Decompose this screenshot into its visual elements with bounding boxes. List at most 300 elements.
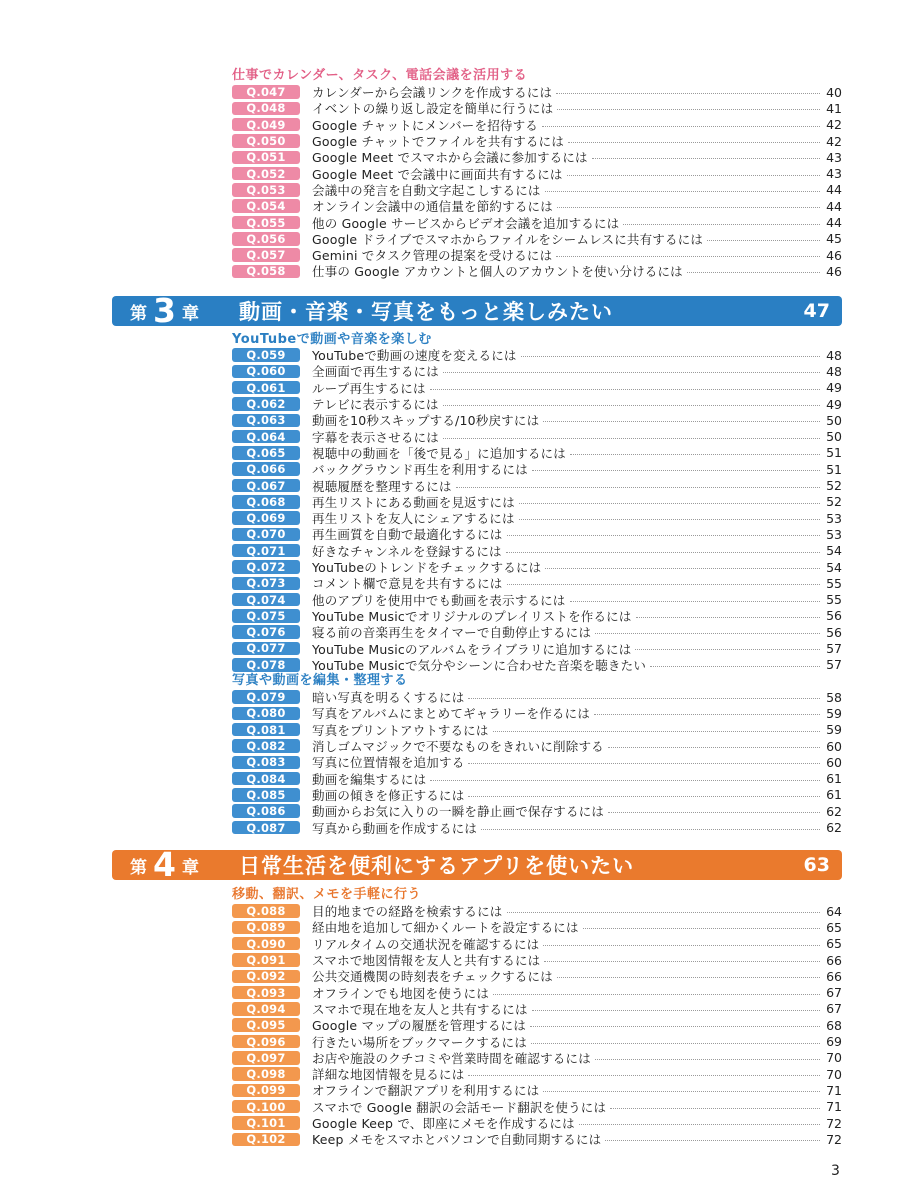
leader-dots xyxy=(544,954,820,962)
chapter-4-banner xyxy=(112,845,842,884)
question-number-badge: Q.079 xyxy=(232,690,300,704)
leader-dots xyxy=(605,1133,820,1141)
entry-title: Google マップの履歴を管理するには xyxy=(312,1018,527,1034)
question-number-badge: Q.057 xyxy=(232,248,300,262)
entry-page-number: 67 xyxy=(826,1001,842,1017)
entry-title: Google Keep で、即座にメモを作成するには xyxy=(312,1116,575,1132)
entry-title: オフラインでも地図を使うには xyxy=(312,985,490,1001)
chapter-3-banner xyxy=(112,291,842,330)
entry-page-number: 56 xyxy=(826,624,842,640)
entry-page-number: 70 xyxy=(826,1066,842,1082)
section-title-photos: 写真や動画を編集・整理する xyxy=(232,673,408,688)
toc-entry[interactable] xyxy=(232,591,842,607)
leader-dots xyxy=(507,577,820,585)
toc-list-meetings xyxy=(232,84,842,280)
leader-dots xyxy=(557,102,820,110)
entry-page-number: 56 xyxy=(826,608,842,624)
chapter-page: 47 xyxy=(803,300,830,322)
toc-entry[interactable] xyxy=(232,936,842,952)
entry-title: 仕事の Google アカウントと個人のアカウントを使い分けるには xyxy=(312,264,683,280)
toc-entry[interactable] xyxy=(232,263,842,279)
entry-title: スマホで Google 翻訳の会話モード翻訳を使うには xyxy=(312,1099,607,1115)
leader-dots xyxy=(567,168,820,176)
entry-page-number: 42 xyxy=(826,117,842,133)
leader-dots xyxy=(545,561,820,569)
entry-page-number: 49 xyxy=(826,380,842,396)
leader-dots xyxy=(610,1101,820,1109)
leader-dots xyxy=(594,707,820,715)
question-number-badge: Q.055 xyxy=(232,216,300,230)
question-number-badge: Q.100 xyxy=(232,1100,300,1114)
question-number-badge: Q.063 xyxy=(232,414,300,428)
toc-entry[interactable] xyxy=(232,84,842,100)
toc-entry[interactable] xyxy=(232,968,842,984)
entry-title: コメント欄で意見を共有するには xyxy=(312,576,503,592)
section-title-travel: 移動、翻訳、メモを手軽に行う xyxy=(232,887,422,902)
entry-title: イベントの繰り返し設定を簡単に行うには xyxy=(312,101,554,117)
toc-entry[interactable] xyxy=(232,608,842,624)
toc-entry[interactable] xyxy=(232,640,842,656)
question-number-badge: Q.070 xyxy=(232,528,300,542)
toc-entry[interactable] xyxy=(232,231,842,247)
entry-page-number: 62 xyxy=(826,803,842,819)
question-number-badge: Q.089 xyxy=(232,921,300,935)
question-number-badge: Q.080 xyxy=(232,707,300,721)
leader-dots xyxy=(519,512,820,520)
toc-entry[interactable] xyxy=(232,738,842,754)
question-number-badge: Q.082 xyxy=(232,739,300,753)
leader-dots xyxy=(430,382,820,390)
leader-dots xyxy=(521,349,820,357)
toc-entry[interactable] xyxy=(232,1050,842,1066)
question-number-badge: Q.091 xyxy=(232,953,300,967)
toc-entry[interactable] xyxy=(232,657,842,673)
toc-entry[interactable] xyxy=(232,428,842,444)
entry-title: カレンダーから会議リンクを作成するには xyxy=(312,85,553,101)
entry-page-number: 44 xyxy=(826,198,842,214)
entry-title: 動画を編集するには xyxy=(312,771,427,787)
question-number-badge: Q.067 xyxy=(232,479,300,493)
leader-dots xyxy=(443,431,820,439)
question-number-badge: Q.064 xyxy=(232,430,300,444)
toc-entry[interactable] xyxy=(232,380,842,396)
entry-title: YouTube Musicでオリジナルのプレイリストを作るには xyxy=(312,608,632,624)
question-number-badge: Q.085 xyxy=(232,788,300,802)
entry-title: 動画を10秒スキップする/10秒戻すには xyxy=(312,413,540,429)
toc-entry[interactable] xyxy=(232,182,842,198)
entry-page-number: 72 xyxy=(826,1131,842,1147)
leader-dots xyxy=(468,691,820,699)
leader-dots xyxy=(556,249,820,257)
leader-dots xyxy=(635,642,820,650)
leader-dots xyxy=(557,970,820,978)
entry-page-number: 53 xyxy=(826,510,842,526)
chapter-number: 3 xyxy=(153,291,176,330)
chapter-title: 動画・音楽・写真をもっと楽しみたい xyxy=(238,300,613,324)
entry-title: リアルタイムの交通状況を確認するには xyxy=(312,936,540,952)
entry-page-number: 71 xyxy=(826,1082,842,1098)
toc-entry[interactable] xyxy=(232,1017,842,1033)
leader-dots xyxy=(468,1068,820,1076)
toc-entry[interactable] xyxy=(232,770,842,786)
question-number-badge: Q.075 xyxy=(232,609,300,623)
entry-page-number: 46 xyxy=(826,263,842,279)
entry-title: 写真から動画を作成するには xyxy=(312,820,478,836)
entry-page-number: 43 xyxy=(826,166,842,182)
toc-entry[interactable] xyxy=(232,412,842,428)
toc-entry[interactable] xyxy=(232,1082,842,1098)
entry-page-number: 65 xyxy=(826,919,842,935)
entry-title: 他のアプリを使用中でも動画を表示するには xyxy=(312,592,566,608)
question-number-badge: Q.065 xyxy=(232,446,300,460)
leader-dots xyxy=(468,789,820,797)
entry-title: 動画の傾きを修正するには xyxy=(312,787,465,803)
entry-page-number: 65 xyxy=(826,936,842,952)
entry-title: Gemini でタスク管理の提案を受けるには xyxy=(312,248,553,264)
toc-entry[interactable] xyxy=(232,543,842,559)
entry-title: 詳細な地図情報を見るには xyxy=(312,1067,465,1083)
question-number-badge: Q.078 xyxy=(232,658,300,672)
toc-entry[interactable] xyxy=(232,1099,842,1115)
entry-title: YouTube Musicのアルバムをライブラリに追加するには xyxy=(312,641,632,657)
question-number-badge: Q.069 xyxy=(232,511,300,525)
toc-entry[interactable] xyxy=(232,952,842,968)
toc-entry[interactable] xyxy=(232,689,842,705)
entry-page-number: 60 xyxy=(826,738,842,754)
toc-entry[interactable] xyxy=(232,198,842,214)
toc-entry[interactable] xyxy=(232,705,842,721)
toc-entry[interactable] xyxy=(232,1066,842,1082)
leader-dots xyxy=(579,1117,820,1125)
question-number-badge: Q.051 xyxy=(232,151,300,165)
section-title-youtube: YouTubeで動画や音楽を楽しむ xyxy=(232,332,432,347)
question-number-badge: Q.090 xyxy=(232,937,300,951)
question-number-badge: Q.094 xyxy=(232,1002,300,1016)
toc-entry[interactable] xyxy=(232,624,842,640)
leader-dots xyxy=(519,496,820,504)
leader-dots xyxy=(687,265,820,273)
leader-dots xyxy=(493,724,820,732)
toc-entry[interactable] xyxy=(232,526,842,542)
question-number-badge: Q.087 xyxy=(232,821,300,835)
entry-page-number: 52 xyxy=(826,478,842,494)
toc-entry[interactable] xyxy=(232,363,842,379)
entry-title: お店や施設のクチコミや営業時間を確認するには xyxy=(312,1050,591,1066)
leader-dots xyxy=(443,365,820,373)
leader-dots xyxy=(650,659,820,667)
entry-title: 公共交通機関の時刻表をチェックするには xyxy=(312,969,553,985)
question-number-badge: Q.086 xyxy=(232,804,300,818)
leader-dots xyxy=(532,1003,820,1011)
toc-list-photos xyxy=(232,689,842,836)
entry-title: YouTube Musicで気分やシーンに合わせた音楽を聴きたい xyxy=(312,657,647,673)
chapter-number: 4 xyxy=(153,845,176,884)
entry-title: Google チャットでファイルを共有するには xyxy=(312,134,565,150)
question-number-badge: Q.088 xyxy=(232,904,300,918)
entry-page-number: 59 xyxy=(826,722,842,738)
leader-dots xyxy=(507,528,820,536)
question-number-badge: Q.097 xyxy=(232,1051,300,1065)
entry-title: 消しゴムマジックで不要なものをきれいに削除する xyxy=(312,739,604,755)
entry-page-number: 69 xyxy=(826,1034,842,1050)
toc-entry[interactable] xyxy=(232,1131,842,1147)
chapter-suffix: 章 xyxy=(181,303,199,324)
entry-title: 再生リストを友人にシェアするには xyxy=(312,511,515,527)
toc-entry[interactable] xyxy=(232,722,842,738)
entry-title: Google チャットにメンバーを招待する xyxy=(312,117,539,133)
entry-title: スマホで地図情報を友人と共有するには xyxy=(312,953,541,969)
toc-entry[interactable] xyxy=(232,347,842,363)
question-number-badge: Q.066 xyxy=(232,462,300,476)
leader-dots xyxy=(595,626,820,634)
toc-entry[interactable] xyxy=(232,803,842,819)
question-number-badge: Q.074 xyxy=(232,593,300,607)
leader-dots xyxy=(468,756,820,764)
entry-title: オンライン会議中の通信量を節約するには xyxy=(312,199,553,215)
chapter-label: 第 xyxy=(130,857,147,878)
toc-entry[interactable] xyxy=(232,477,842,493)
toc-entry[interactable] xyxy=(232,100,842,116)
leader-dots xyxy=(570,594,820,602)
toc-entry[interactable] xyxy=(232,494,842,510)
entry-page-number: 49 xyxy=(826,396,842,412)
entry-page-number: 40 xyxy=(826,84,842,100)
toc-entry[interactable] xyxy=(232,1001,842,1017)
leader-dots xyxy=(532,463,820,471)
question-number-badge: Q.084 xyxy=(232,772,300,786)
question-number-badge: Q.071 xyxy=(232,544,300,558)
entry-page-number: 55 xyxy=(826,592,842,608)
question-number-badge: Q.052 xyxy=(232,167,300,181)
section-title-meetings: 仕事でカレンダー、タスク、電話会議を活用する xyxy=(232,68,528,83)
chapter-label: 第 xyxy=(130,303,147,324)
entry-page-number: 66 xyxy=(826,952,842,968)
question-number-badge: Q.059 xyxy=(232,348,300,362)
entry-page-number: 48 xyxy=(826,347,842,363)
entry-page-number: 44 xyxy=(826,182,842,198)
toc-entry[interactable] xyxy=(232,919,842,935)
entry-title: 暗い写真を明るくするには xyxy=(312,690,465,706)
entry-page-number: 55 xyxy=(826,575,842,591)
toc-entry[interactable] xyxy=(232,445,842,461)
leader-dots xyxy=(608,740,820,748)
entry-page-number: 51 xyxy=(826,461,842,477)
question-number-badge: Q.050 xyxy=(232,134,300,148)
toc-entry[interactable] xyxy=(232,754,842,770)
entry-page-number: 62 xyxy=(826,820,842,836)
question-number-badge: Q.061 xyxy=(232,381,300,395)
question-number-badge: Q.062 xyxy=(232,397,300,411)
leader-dots xyxy=(531,1036,820,1044)
question-number-badge: Q.068 xyxy=(232,495,300,509)
question-number-badge: Q.077 xyxy=(232,642,300,656)
entry-page-number: 54 xyxy=(826,559,842,575)
entry-page-number: 68 xyxy=(826,1017,842,1033)
entry-title: ループ再生するには xyxy=(312,380,426,396)
entry-page-number: 50 xyxy=(826,412,842,428)
entry-title: 行きたい場所をブックマークするには xyxy=(312,1034,528,1050)
toc-entry[interactable] xyxy=(232,787,842,803)
entry-page-number: 59 xyxy=(826,705,842,721)
entry-title: テレビに表示するには xyxy=(312,397,439,413)
entry-title: 動画からお気に入りの一瞬を静止画で保存するには xyxy=(312,804,605,820)
leader-dots xyxy=(545,184,820,192)
leader-dots xyxy=(707,233,820,241)
entry-title: 再生リストにある動画を見返すには xyxy=(312,494,515,510)
entry-page-number: 44 xyxy=(826,215,842,231)
entry-page-number: 43 xyxy=(826,149,842,165)
question-number-badge: Q.058 xyxy=(232,265,300,279)
question-number-badge: Q.098 xyxy=(232,1067,300,1081)
entry-title: 寝る前の音楽再生をタイマーで自動停止するには xyxy=(312,625,592,641)
entry-title: 全画面で再生するには xyxy=(312,364,440,380)
question-number-badge: Q.101 xyxy=(232,1116,300,1130)
leader-dots xyxy=(507,905,820,913)
leader-dots xyxy=(456,480,820,488)
toc-entry[interactable] xyxy=(232,510,842,526)
question-number-badge: Q.056 xyxy=(232,232,300,246)
entry-page-number: 57 xyxy=(826,640,842,656)
entry-page-number: 60 xyxy=(826,754,842,770)
toc-entry[interactable] xyxy=(232,1115,842,1131)
entry-title: YouTubeのトレンドをチェックするには xyxy=(312,560,542,576)
question-number-badge: Q.060 xyxy=(232,365,300,379)
toc-entry[interactable] xyxy=(232,559,842,575)
entry-page-number: 67 xyxy=(826,985,842,1001)
entry-title: オフラインで翻訳アプリを利用するには xyxy=(312,1083,540,1099)
toc-list-travel xyxy=(232,903,842,1147)
toc-entry[interactable] xyxy=(232,117,842,133)
question-number-badge: Q.095 xyxy=(232,1018,300,1032)
leader-dots xyxy=(506,545,820,553)
entry-title: Keep メモをスマホとパソコンで自動同期するには xyxy=(312,1132,602,1148)
chapter-title: 日常生活を便利にするアプリを使いたい xyxy=(238,854,635,878)
entry-title: 再生画質を自動で最適化するには xyxy=(312,527,503,543)
entry-page-number: 42 xyxy=(826,133,842,149)
entry-title: 目的地までの経路を検索するには xyxy=(312,904,503,920)
entry-page-number: 66 xyxy=(826,968,842,984)
entry-page-number: 52 xyxy=(826,494,842,510)
entry-title: Google ドライブでスマホからファイルをシームレスに共有するには xyxy=(312,231,704,247)
entry-page-number: 51 xyxy=(826,445,842,461)
chapter-suffix: 章 xyxy=(181,857,199,878)
question-number-badge: Q.073 xyxy=(232,577,300,591)
entry-title: 写真をアルバムにまとめてギャラリーを作るには xyxy=(312,706,591,722)
entry-title: バックグラウンド再生を利用するには xyxy=(312,462,528,478)
toc-entry[interactable] xyxy=(232,984,842,1000)
question-number-badge: Q.093 xyxy=(232,986,300,1000)
leader-dots xyxy=(443,398,820,406)
toc-entry[interactable] xyxy=(232,165,842,181)
toc-entry[interactable] xyxy=(232,461,842,477)
entry-title: 写真に位置情報を追加する xyxy=(312,755,465,771)
entry-page-number: 50 xyxy=(826,429,842,445)
toc-entry[interactable] xyxy=(232,247,842,263)
leader-dots xyxy=(623,217,820,225)
question-number-badge: Q.092 xyxy=(232,970,300,984)
entry-page-number: 53 xyxy=(826,526,842,542)
toc-entry[interactable] xyxy=(232,149,842,165)
leader-dots xyxy=(543,938,820,946)
entry-page-number: 46 xyxy=(826,247,842,263)
question-number-badge: Q.049 xyxy=(232,118,300,132)
leader-dots xyxy=(608,805,820,813)
entry-title: YouTubeで動画の速度を変えるには xyxy=(312,348,517,364)
leader-dots xyxy=(636,610,820,618)
entry-page-number: 61 xyxy=(826,787,842,803)
question-number-badge: Q.076 xyxy=(232,625,300,639)
toc-entry[interactable] xyxy=(232,575,842,591)
entry-page-number: 61 xyxy=(826,771,842,787)
question-number-badge: Q.099 xyxy=(232,1084,300,1098)
leader-dots xyxy=(430,773,820,781)
entry-page-number: 71 xyxy=(826,1099,842,1115)
toc-entry[interactable] xyxy=(232,903,842,919)
question-number-badge: Q.048 xyxy=(232,102,300,116)
question-number-badge: Q.102 xyxy=(232,1133,300,1147)
leader-dots xyxy=(543,1084,820,1092)
entry-page-number: 57 xyxy=(826,657,842,673)
leader-dots xyxy=(568,135,820,143)
toc-entry[interactable] xyxy=(232,133,842,149)
leader-dots xyxy=(493,987,820,995)
entry-title: 好きなチャンネルを登録するには xyxy=(312,543,502,559)
entry-title: 視聴履歴を整理するには xyxy=(312,478,452,494)
entry-title: 経由地を追加して細かくルートを設定するには xyxy=(312,920,579,936)
leader-dots xyxy=(592,151,820,159)
entry-title: Google Meet でスマホから会議に参加するには xyxy=(312,150,588,166)
entry-title: 他の Google サービスからビデオ会議を追加するには xyxy=(312,215,620,231)
entry-page-number: 45 xyxy=(826,231,842,247)
question-number-badge: Q.047 xyxy=(232,85,300,99)
page-number: 3 xyxy=(831,1163,840,1179)
toc-entry[interactable] xyxy=(232,819,842,835)
leader-dots xyxy=(542,119,820,127)
entry-page-number: 48 xyxy=(826,363,842,379)
toc-entry[interactable] xyxy=(232,396,842,412)
entry-page-number: 64 xyxy=(826,903,842,919)
entry-title: Google Meet で会議中に画面共有するには xyxy=(312,166,563,182)
entry-title: スマホで現在地を友人と共有するには xyxy=(312,1001,528,1017)
leader-dots xyxy=(543,414,820,422)
question-number-badge: Q.054 xyxy=(232,199,300,213)
toc-entry[interactable] xyxy=(232,214,842,230)
chapter-page: 63 xyxy=(803,854,830,876)
leader-dots xyxy=(595,1052,820,1060)
entry-page-number: 54 xyxy=(826,543,842,559)
question-number-badge: Q.083 xyxy=(232,756,300,770)
entry-title: 写真をプリントアウトするには xyxy=(312,722,489,738)
entry-page-number: 58 xyxy=(826,689,842,705)
toc-entry[interactable] xyxy=(232,1033,842,1049)
question-number-badge: Q.072 xyxy=(232,560,300,574)
leader-dots xyxy=(583,921,820,929)
entry-title: 視聴中の動画を「後で見る」に追加するには xyxy=(312,445,567,461)
question-number-badge: Q.081 xyxy=(232,723,300,737)
leader-dots xyxy=(570,447,820,455)
leader-dots xyxy=(556,86,820,94)
leader-dots xyxy=(530,1019,820,1027)
question-number-badge: Q.053 xyxy=(232,183,300,197)
entry-title: 字幕を表示させるには xyxy=(312,429,440,445)
entry-page-number: 72 xyxy=(826,1115,842,1131)
entry-page-number: 70 xyxy=(826,1050,842,1066)
toc-list-youtube xyxy=(232,347,842,673)
leader-dots xyxy=(481,822,820,830)
question-number-badge: Q.096 xyxy=(232,1035,300,1049)
leader-dots xyxy=(557,200,820,208)
entry-page-number: 41 xyxy=(826,100,842,116)
